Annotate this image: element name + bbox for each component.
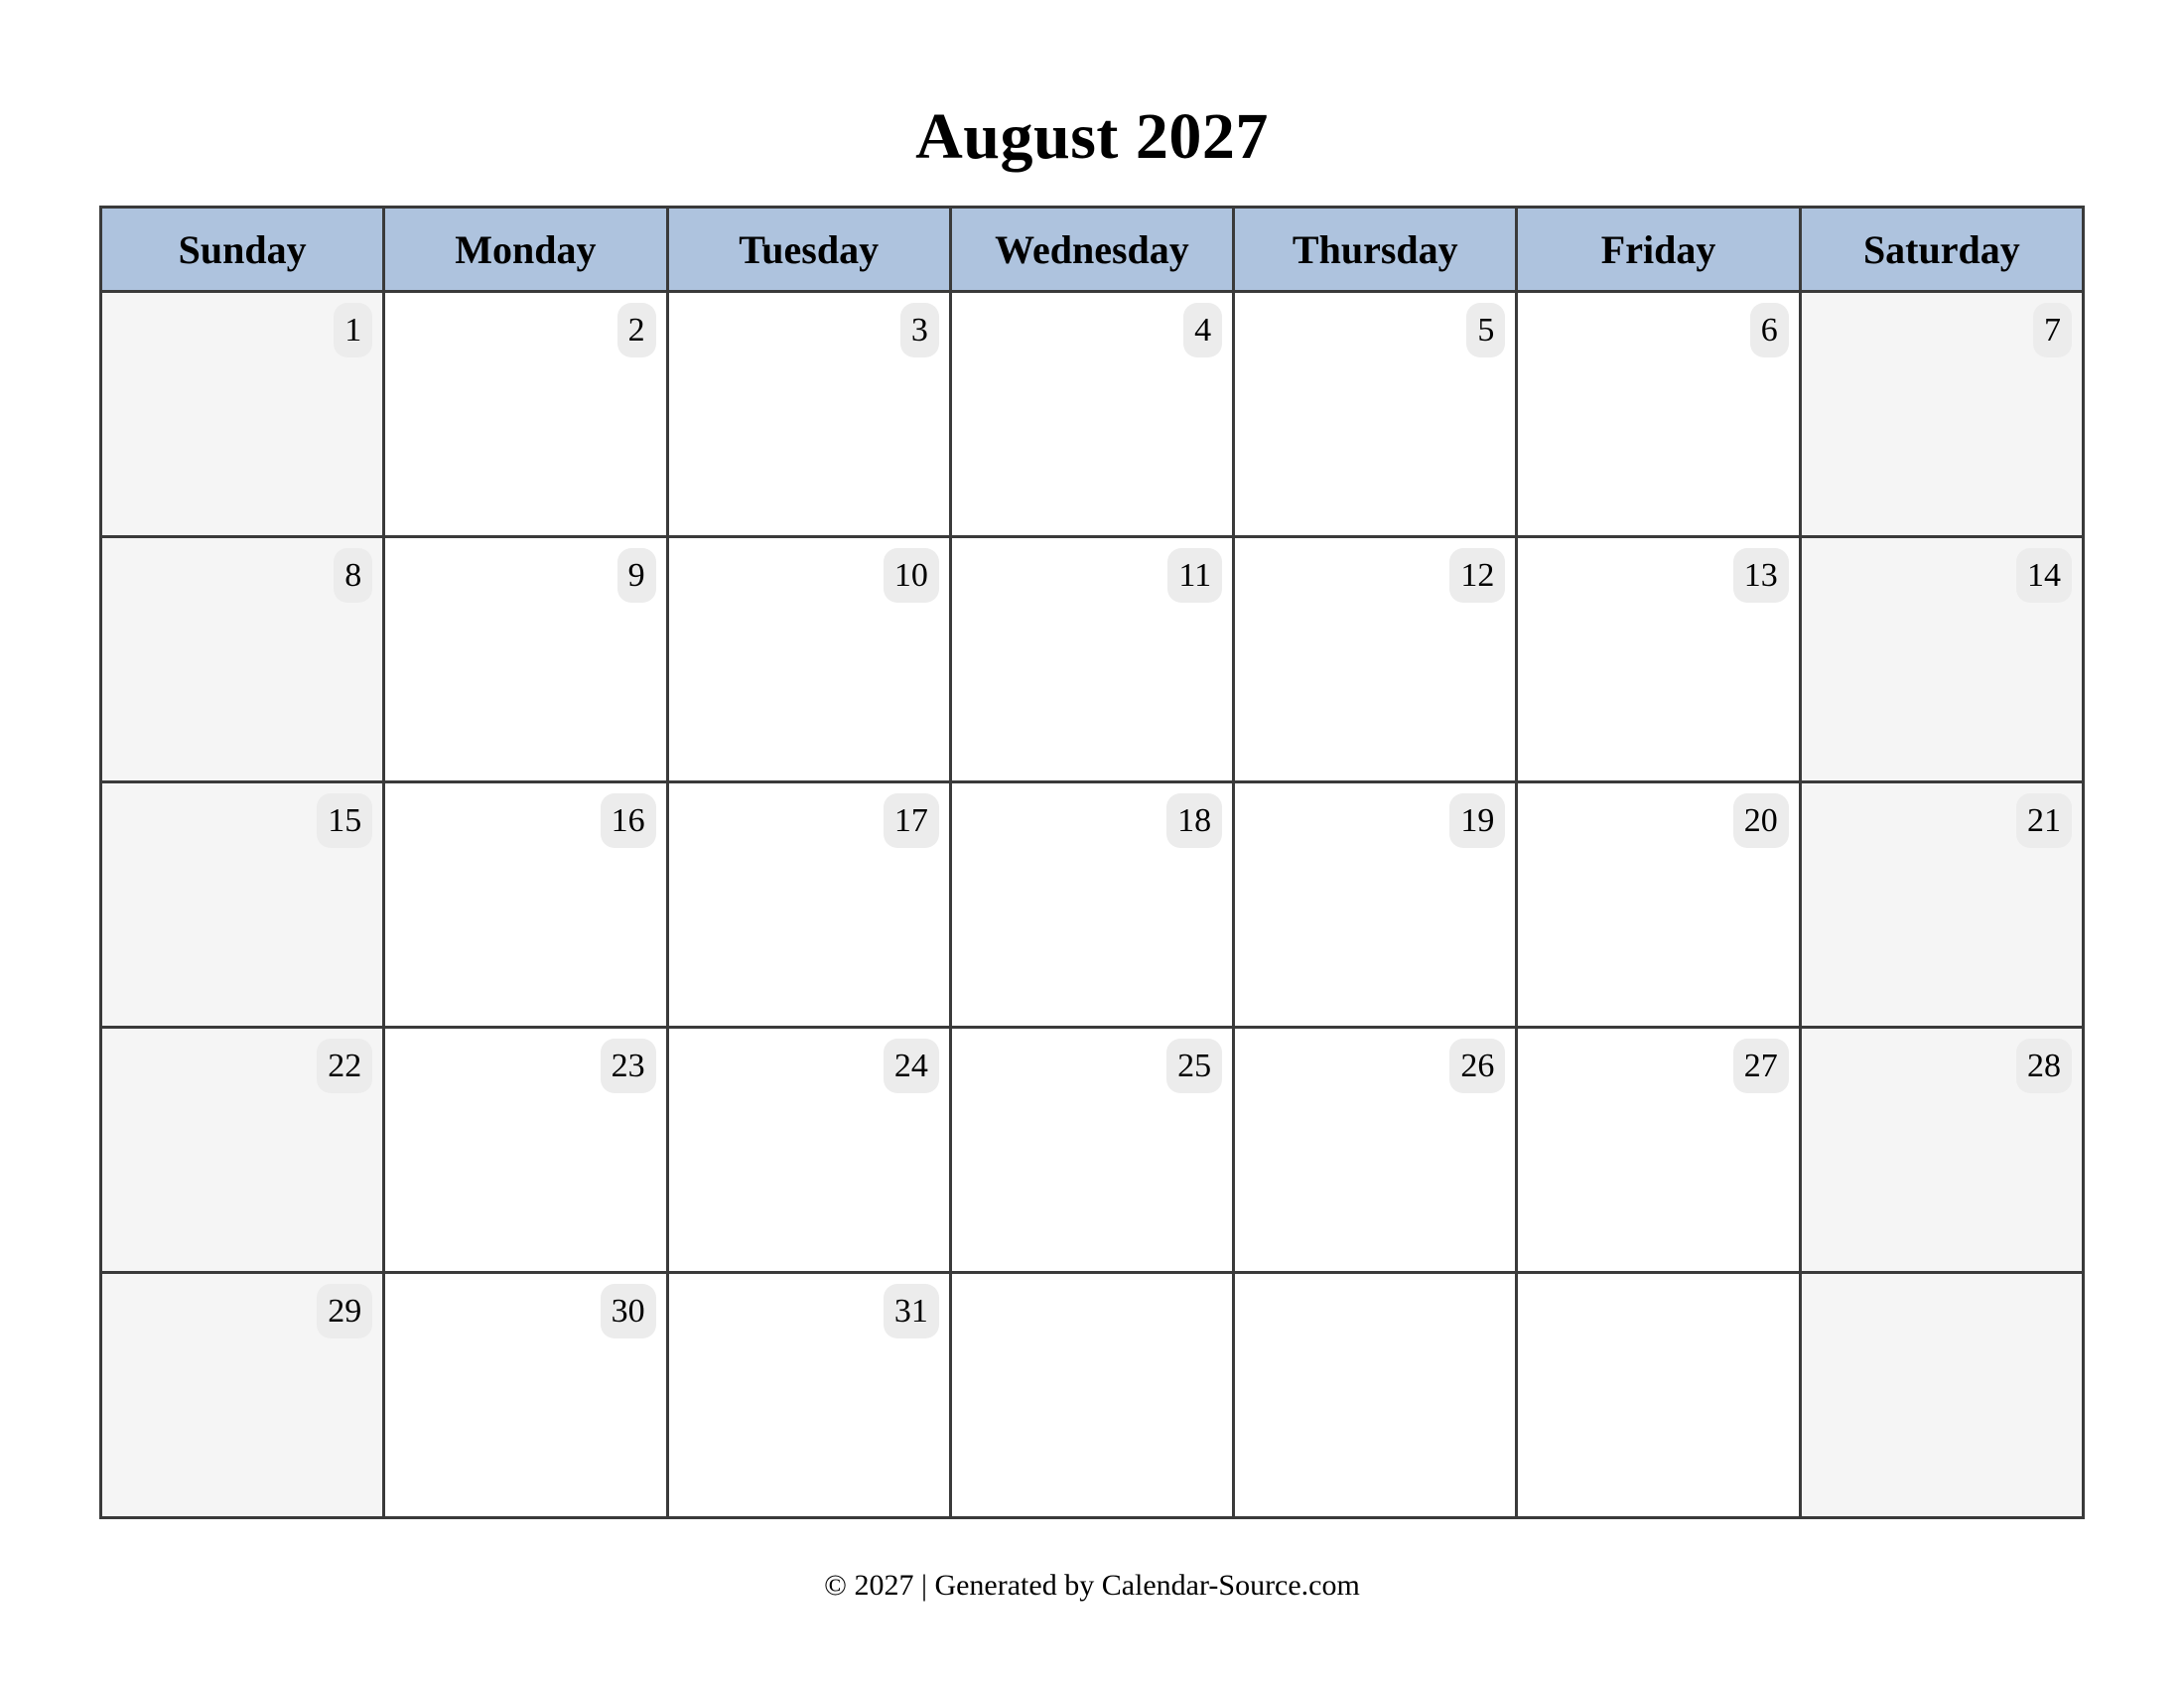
calendar-container [99,206,2085,1519]
day-cell [101,292,384,537]
calendar-grid [99,206,2085,1519]
week-row [101,782,2084,1028]
day-number-badge: 25 [1166,1039,1222,1093]
week-row [101,537,2084,782]
day-cell [1800,537,2083,782]
weekday-header-saturday: Saturday [1800,208,2083,292]
day-number-badge: 20 [1733,793,1789,848]
day-number-badge: 15 [317,793,372,848]
week-row [101,1028,2084,1273]
day-cell [950,1273,1233,1518]
day-cell [667,292,950,537]
day-cell [1517,782,1800,1028]
weekday-header-thursday: Thursday [1234,208,1517,292]
weekday-header-row [101,208,2084,292]
calendar-title: August 2027 [915,100,1269,173]
day-number-badge: 26 [1449,1039,1505,1093]
day-number-badge: 3 [900,303,939,357]
day-cell [1234,537,1517,782]
day-number-badge: 13 [1733,548,1789,603]
weekday-header-wednesday: Wednesday [950,208,1233,292]
day-cell [384,1273,667,1518]
day-cell [667,1028,950,1273]
footer-credit: © 2027 | Generated by Calendar-Source.com [824,1569,1360,1602]
day-cell [1800,292,2083,537]
day-number-badge: 2 [617,303,656,357]
day-cell [667,537,950,782]
day-number-badge: 12 [1449,548,1505,603]
day-number-badge: 31 [884,1284,939,1338]
day-cell [1234,1028,1517,1273]
week-row [101,292,2084,537]
day-number-badge: 14 [2016,548,2072,603]
day-cell [950,1028,1233,1273]
day-cell [1517,292,1800,537]
day-cell [101,782,384,1028]
day-number-badge: 1 [334,303,372,357]
day-cell [1234,782,1517,1028]
day-cell [1800,782,2083,1028]
day-number-badge: 17 [884,793,939,848]
day-cell [667,782,950,1028]
weekday-header-friday: Friday [1517,208,1800,292]
day-cell [950,782,1233,1028]
day-number-badge: 29 [317,1284,372,1338]
day-number-badge: 6 [1750,303,1789,357]
day-number-badge: 24 [884,1039,939,1093]
day-number-badge: 5 [1466,303,1505,357]
day-cell [1234,1273,1517,1518]
day-number-badge: 11 [1167,548,1222,603]
week-row [101,1273,2084,1518]
day-number-badge: 8 [334,548,372,603]
day-number-badge: 22 [317,1039,372,1093]
day-number-badge: 18 [1166,793,1222,848]
day-number-badge: 10 [884,548,939,603]
day-number-badge: 27 [1733,1039,1789,1093]
day-cell [667,1273,950,1518]
day-cell [1234,292,1517,537]
day-number-badge: 4 [1183,303,1222,357]
day-number-badge: 28 [2016,1039,2072,1093]
day-number-badge: 21 [2016,793,2072,848]
day-number-badge: 9 [617,548,656,603]
day-cell [950,292,1233,537]
day-cell [101,537,384,782]
day-cell [384,1028,667,1273]
day-cell [1800,1028,2083,1273]
day-cell [101,1028,384,1273]
day-cell [1800,1273,2083,1518]
day-number-badge: 7 [2033,303,2072,357]
day-number-badge: 23 [601,1039,656,1093]
day-number-badge: 30 [601,1284,656,1338]
day-cell [101,1273,384,1518]
day-number-badge: 16 [601,793,656,848]
day-number-badge: 19 [1449,793,1505,848]
day-cell [384,537,667,782]
day-cell [384,292,667,537]
weekday-header-monday: Monday [384,208,667,292]
weekday-header-tuesday: Tuesday [667,208,950,292]
day-cell [1517,1273,1800,1518]
weekday-header-sunday: Sunday [101,208,384,292]
day-cell [1517,537,1800,782]
day-cell [1517,1028,1800,1273]
day-cell [950,537,1233,782]
day-cell [384,782,667,1028]
